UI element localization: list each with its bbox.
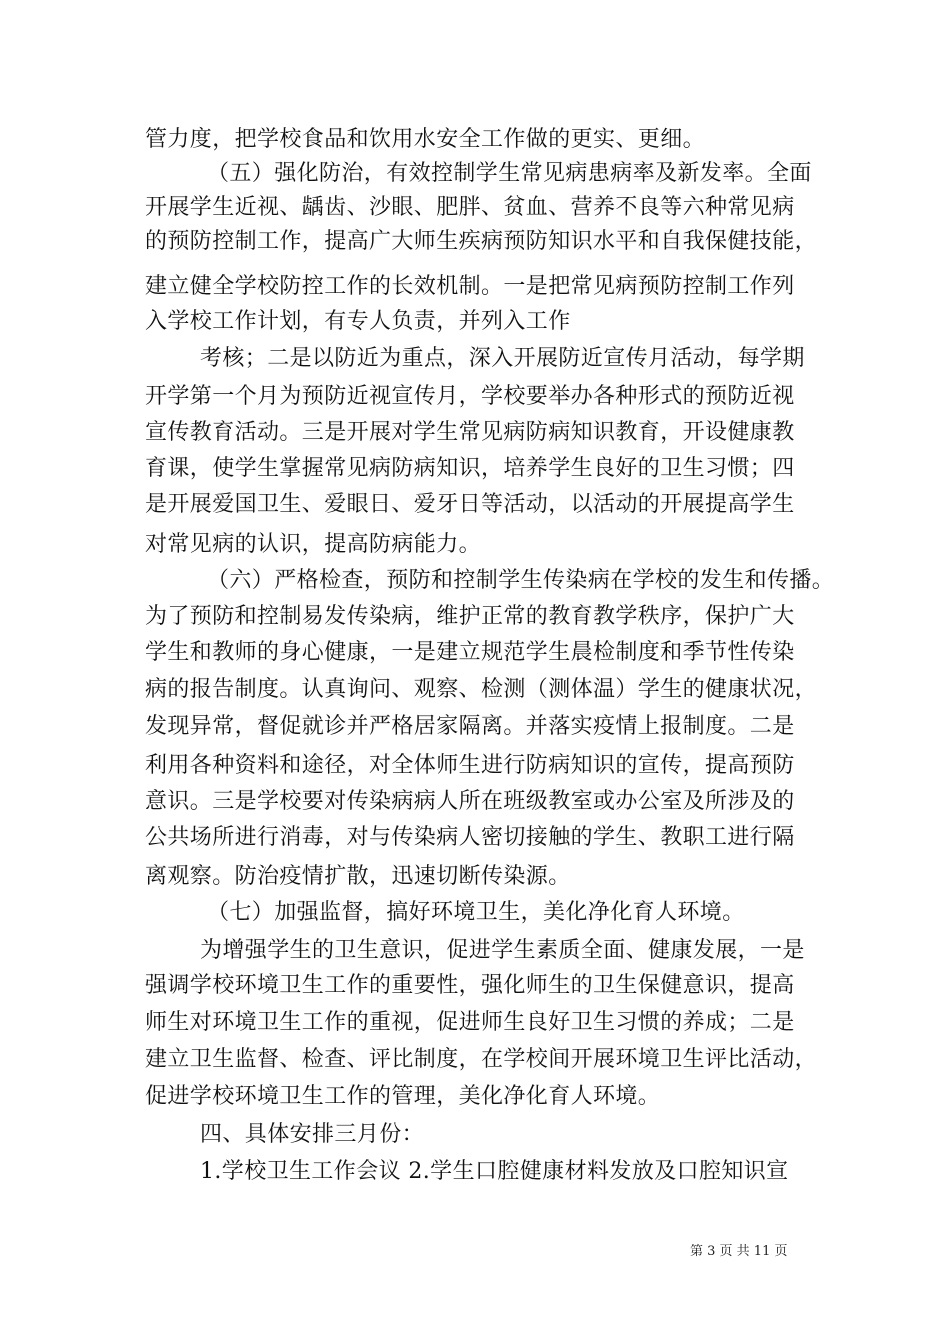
paragraph-line: 育课，使学生掌握常见病防病知识，培养学生良好的卫生习惯；四	[145, 456, 795, 481]
paragraph-line: 管力度，把学校食品和饮用水安全工作做的更实、更细。	[145, 127, 706, 152]
paragraph-line: 强调学校环境卫生工作的重要性，强化师生的卫生保健意识，提高	[145, 973, 795, 998]
page-number: 第 3 页 共 11 页	[690, 1244, 788, 1259]
paragraph-line: 是开展爱国卫生、爱眼日、爱牙日等活动，以活动的开展提高学生	[145, 492, 795, 517]
paragraph-line: （六）严格检查，预防和控制学生传染病在学校的发生和传播。	[207, 568, 835, 593]
paragraph-line: 发现异常，督促就诊并严格居家隔离。并落实疫情上报制度。二是	[145, 714, 795, 739]
paragraph-line: 建立健全学校防控工作的长效机制。一是把常见病预防控制工作列	[145, 274, 795, 299]
paragraph-line: 开展学生近视、龋齿、沙眼、肥胖、贫血、营养不良等六种常见病	[145, 195, 795, 220]
paragraph-line: 建立卫生监督、检查、评比制度，在学校间开展环境卫生评比活动，	[145, 1047, 818, 1072]
paragraph-line: 离观察。防治疫情扩散，迅速切断传染源。	[145, 864, 571, 889]
paragraph-line: 入学校工作计划，有专人负责，并列入工作	[145, 309, 571, 334]
paragraph-line: 开学第一个月为预防近视宣传月，学校要举办各种形式的预防近视	[145, 384, 795, 409]
paragraph-line: 为增强学生的卫生意识，促进学生素质全面、健康发展，一是	[200, 938, 805, 963]
paragraph-line: 公共场所进行消毒，对与传染病人密切接触的学生、教职工进行隔	[145, 825, 795, 850]
paragraph-line: 宣传教育活动。三是开展对学生常见病防病知识教育，开设健康教	[145, 420, 795, 445]
paragraph-line: 考核；二是以防近为重点，深入开展防近宣传月活动，每学期	[200, 346, 805, 371]
paragraph-line: 学生和教师的身心健康，一是建立规范学生晨检制度和季节性传染	[145, 640, 795, 665]
paragraph-line: 师生对环境卫生工作的重视，促进师生良好卫生习惯的养成；二是	[145, 1010, 795, 1035]
paragraph-line: 对常见病的认识，提高防病能力。	[145, 532, 482, 557]
paragraph-line: 利用各种资料和途径，对全体师生进行防病知识的宣传，提高预防	[145, 753, 795, 778]
paragraph-line: （五）强化防治，有效控制学生常见病患病率及新发率。全面	[207, 161, 812, 186]
paragraph-line: 的预防控制工作，提高广大师生疾病预防知识水平和自我保健技能，	[145, 229, 818, 254]
paragraph-line: 意识。三是学校要对传染病病人所在班级教室或办公室及所涉及的	[145, 789, 795, 814]
paragraph-line: 促进学校环境卫生工作的管理，美化净化育人环境。	[145, 1084, 661, 1109]
paragraph-line: （七）加强监督，搞好环境卫生，美化净化育人环境。	[207, 900, 745, 925]
paragraph-line: 为了预防和控制易发传染病，维护正常的教育教学秩序，保护广大	[145, 604, 795, 629]
paragraph-line: 病的报告制度。认真询问、观察、检测（测体温）学生的健康状况，	[145, 677, 818, 702]
paragraph-line: 1.学校卫生工作会议 2.学生口腔健康材料发放及口腔知识宣	[200, 1159, 789, 1184]
section-heading: 四、具体安排三月份：	[200, 1122, 425, 1147]
